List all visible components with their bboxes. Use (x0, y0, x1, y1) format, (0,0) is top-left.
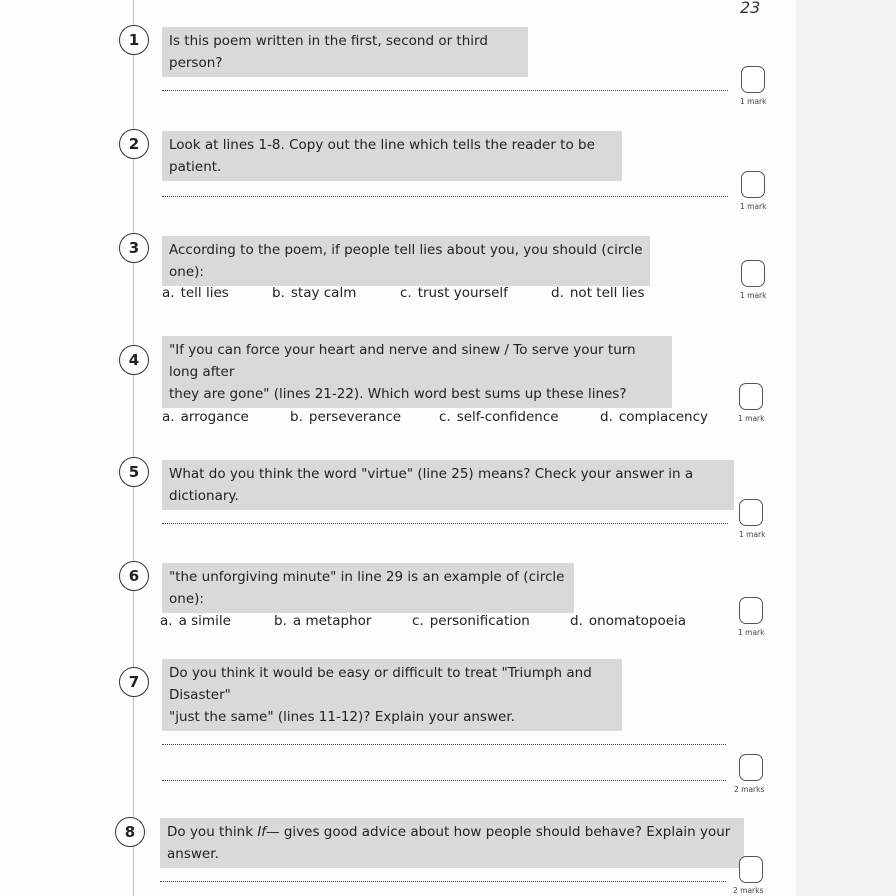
question-2-answer-line[interactable] (162, 195, 728, 197)
question-8-mark-label: 2 marks (733, 886, 764, 895)
question-4-mark-label: 1 mark (738, 414, 765, 423)
question-6-option-a[interactable]: a. a simile (160, 613, 231, 629)
question-3-mark-label: 1 mark (740, 291, 767, 300)
question-2-text: Look at lines 1-8. Copy out the line which tells the reader to be patient. (162, 131, 622, 181)
question-4-option-a[interactable]: a. arrogance (162, 409, 249, 425)
question-5-number: 5 (119, 457, 149, 487)
question-6-text: "the unforgiving minute" in line 29 is an example of (circle one): (162, 563, 574, 613)
question-1-answer-line[interactable] (162, 89, 728, 91)
question-4-number: 4 (119, 345, 149, 375)
question-3-option-c[interactable]: c. trust yourself (400, 285, 508, 301)
question-7-mark-label: 2 marks (734, 785, 765, 794)
question-4-option-c[interactable]: c. self-confidence (439, 409, 559, 425)
question-3-text: According to the poem, if people tell lies about you, you should (circle one): (162, 236, 650, 286)
question-8-number: 8 (115, 817, 145, 847)
question-4-mark-box[interactable] (739, 383, 763, 410)
question-7-mark-box[interactable] (739, 754, 763, 781)
question-7-number: 7 (119, 667, 149, 697)
question-3-option-a[interactable]: a. tell lies (162, 285, 229, 301)
question-6-number: 6 (119, 561, 149, 591)
question-5-answer-line[interactable] (162, 522, 728, 524)
question-7-text-line-2: "just the same" (lines 11-12)? Explain your answer. (169, 709, 515, 725)
question-6-option-d[interactable]: d. onomatopoeia (570, 613, 687, 629)
question-8-answer-line[interactable] (160, 880, 726, 882)
question-3-option-b[interactable]: b. stay calm (272, 285, 357, 301)
question-3-option-d[interactable]: d. not tell lies (551, 285, 645, 301)
question-1-number: 1 (119, 25, 149, 55)
question-8-mark-box[interactable] (739, 856, 763, 883)
question-2-mark-label: 1 mark (740, 202, 767, 211)
question-5-text: What do you think the word "virtue" (line 25) means? Check your answer in a dictionary. (162, 460, 734, 510)
question-2-mark-box[interactable] (741, 171, 765, 198)
question-6-mark-box[interactable] (739, 597, 763, 624)
question-7-text (162, 659, 622, 731)
question-1-mark-label: 1 mark (740, 97, 767, 106)
question-3-number: 3 (119, 233, 149, 263)
question-4-option-b[interactable]: b. perseverance (290, 409, 402, 425)
question-5-mark-label: 1 mark (739, 530, 766, 539)
question-1-mark-box[interactable] (741, 66, 765, 93)
question-7-text-line-1: Do you think it would be easy or difficult to treat "Triumph and Disaster" (169, 665, 592, 703)
question-7-answer-line-2[interactable] (162, 779, 726, 781)
question-4-text (162, 336, 672, 408)
poem-title-if: If (257, 824, 267, 840)
question-4-option-d[interactable]: d. complacency (600, 409, 708, 425)
question-6-option-b[interactable]: b. a metaphor (274, 613, 372, 629)
question-6-mark-label: 1 mark (738, 628, 765, 637)
question-5-mark-box[interactable] (739, 499, 763, 526)
page-number: 23 (740, 0, 761, 17)
question-8-text: Do you think If— gives good advice about how people should behave? Explain your answer. (160, 818, 744, 868)
question-6-option-c[interactable]: c. personification (412, 613, 530, 629)
question-4-text-line-2: they are gone" (lines 21-22). Which word best sums up these lines? (169, 386, 627, 402)
page-edge-shadow (796, 0, 896, 896)
question-1-text: Is this poem written in the first, second or third person? (162, 27, 528, 77)
question-2-number: 2 (119, 129, 149, 159)
question-3-mark-box[interactable] (741, 260, 765, 287)
question-7-answer-line-1[interactable] (162, 743, 726, 745)
question-4-text-line-1: "If you can force your heart and nerve and sinew / To serve your turn long after (169, 342, 636, 380)
